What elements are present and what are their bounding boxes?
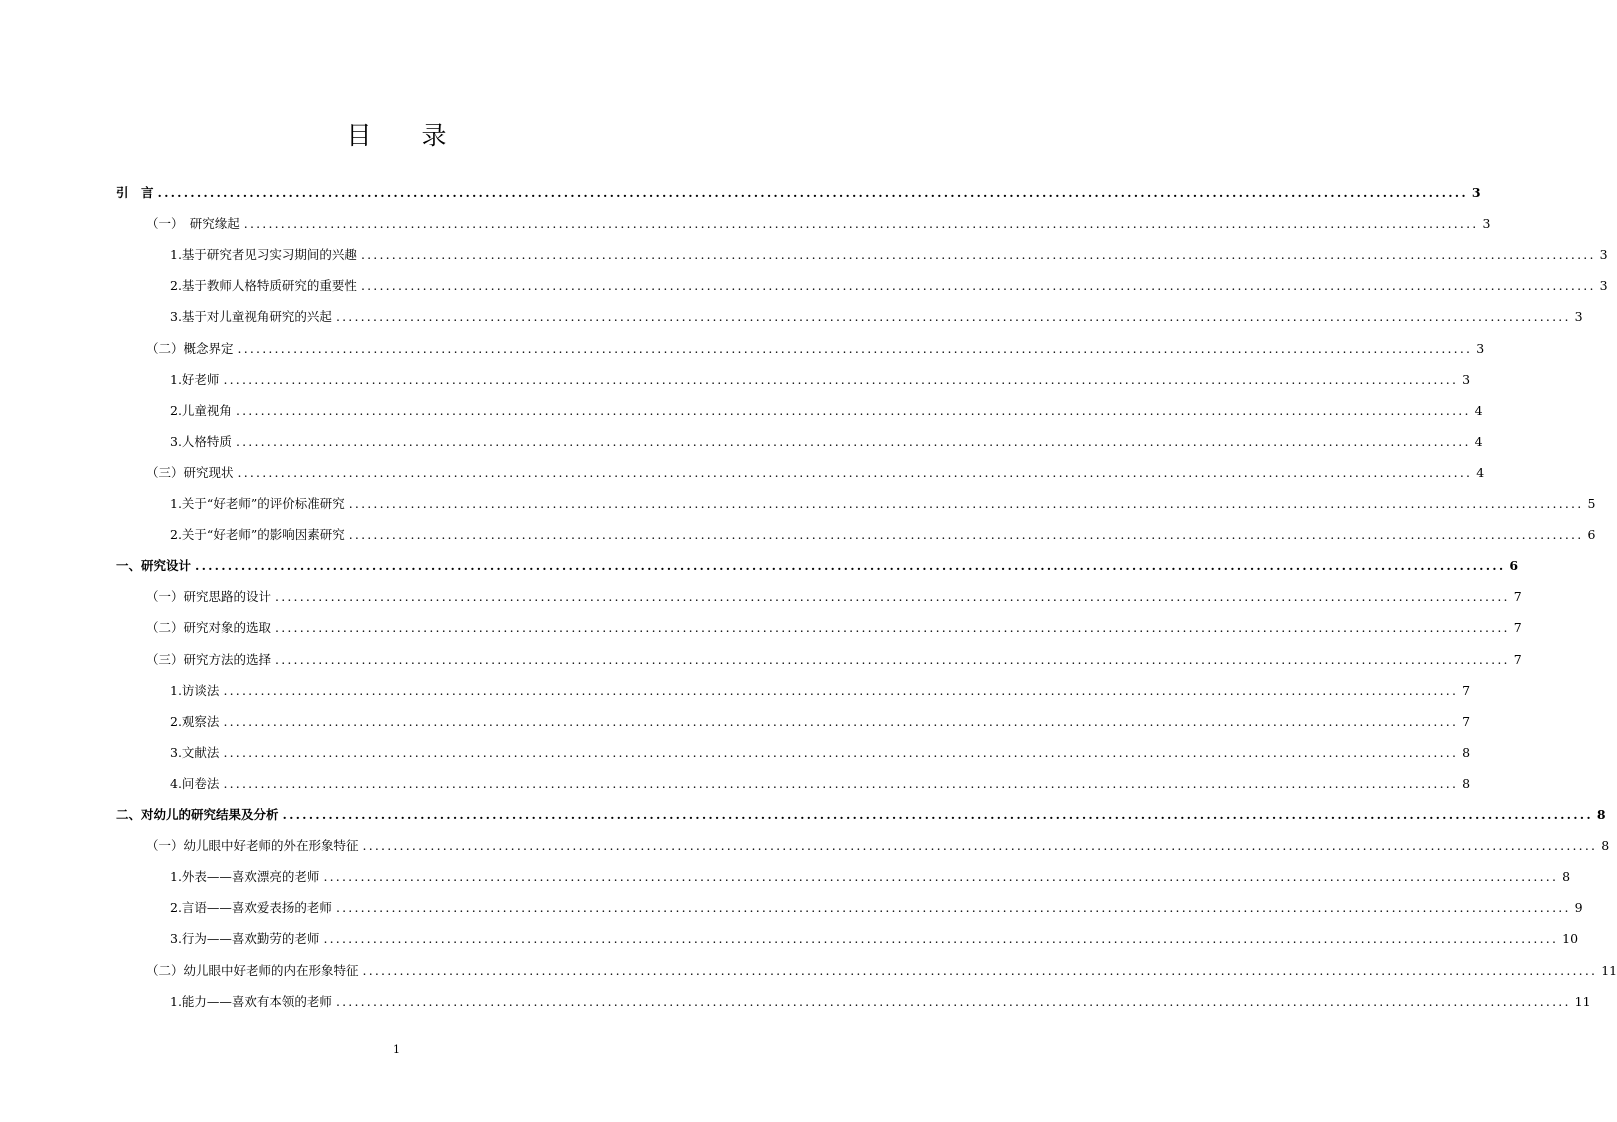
toc-entry[interactable]: [170, 930, 1579, 948]
dot-leader: ........................................................................................................................................................................................................: [157, 185, 1468, 200]
toc-entry-page: 4: [1474, 402, 1483, 418]
toc-entry-label: （三）研究现状: [146, 464, 234, 480]
toc-entry-page: 7: [1462, 713, 1471, 729]
toc-entry[interactable]: [170, 246, 1608, 264]
toc-entry-page: 7: [1513, 620, 1522, 636]
toc-entry-label: 二、对幼儿的研究结果及分析: [116, 807, 279, 822]
toc-entry-label: 1.外表——喜欢漂亮的老师: [170, 869, 320, 885]
dot-leader: ........................................................................................................................................................................................................: [235, 402, 1471, 418]
dot-leader: ........................................................................................................................................................................................................: [282, 807, 1593, 822]
dot-leader: ........................................................................................................................................................................................................: [223, 775, 1459, 791]
toc-entry-page: 6: [1587, 527, 1596, 543]
dot-leader: ........................................................................................................................................................................................................: [237, 340, 1473, 356]
toc-entry-page: 8: [1601, 838, 1610, 854]
toc-entry[interactable]: [170, 899, 1583, 917]
toc-entry[interactable]: [170, 713, 1471, 731]
toc-entry[interactable]: [146, 464, 1485, 482]
toc-entry[interactable]: [170, 682, 1471, 700]
toc-entry-label: （一） 研究缘起: [146, 216, 240, 232]
toc-entry[interactable]: [170, 495, 1596, 513]
toc-entry-label: 引 言: [116, 185, 154, 200]
toc-entry[interactable]: [116, 806, 1606, 824]
dot-leader: ........................................................................................................................................................................................................: [237, 464, 1473, 480]
toc-entry[interactable]: [170, 277, 1608, 295]
dot-leader: ........................................................................................................................................................................................................: [362, 962, 1598, 978]
dot-leader: ........................................................................................................................................................................................................: [223, 713, 1459, 729]
dot-leader: ........................................................................................................................................................................................................: [235, 433, 1471, 449]
dot-leader: ........................................................................................................................................................................................................: [360, 278, 1596, 294]
toc-entry-label: 1.访谈法: [170, 682, 220, 698]
toc-entry[interactable]: [146, 962, 1617, 980]
toc-entry[interactable]: [170, 308, 1583, 326]
toc-entry-label: 3.基于对儿童视角研究的兴起: [170, 309, 332, 325]
toc-entry-page: 8: [1462, 775, 1471, 791]
toc-entry-label: 1.好老师: [170, 371, 220, 387]
toc-entry-page: 8: [1562, 869, 1571, 885]
toc-entry[interactable]: [146, 588, 1522, 606]
toc-entry-label: 一、研究设计: [116, 558, 192, 574]
toc-entry-page: 7: [1513, 651, 1522, 667]
toc-entry[interactable]: [146, 340, 1485, 358]
toc-entry-page: 10: [1562, 931, 1579, 947]
toc-entry-label: 3.行为——喜欢勤劳的老师: [170, 931, 320, 947]
dot-leader: ........................................................................................................................................................................................................: [362, 838, 1598, 854]
dot-leader: ........................................................................................................................................................................................................: [323, 931, 1559, 947]
toc-entry-label: 2.言语——喜欢爱表扬的老师: [170, 900, 332, 916]
toc-entry-page: 3: [1482, 216, 1491, 232]
toc-entry-label: （一）研究思路的设计: [146, 589, 272, 605]
toc-entry-page: 7: [1513, 589, 1522, 605]
toc-entry-page: 11: [1601, 962, 1617, 978]
dot-leader: ........................................................................................................................................................................................................: [223, 744, 1459, 760]
toc-entry-page: 3: [1462, 371, 1471, 387]
dot-leader: ........................................................................................................................................................................................................: [275, 620, 1510, 636]
dot-leader: ........................................................................................................................................................................................................: [348, 496, 1584, 511]
dot-leader: ........................................................................................................................................................................................................: [335, 309, 1571, 325]
toc-entry-page: 8: [1462, 744, 1471, 760]
toc-entry-label: 2.关于“好老师”的影响因素研究: [170, 527, 345, 543]
toc-entry-label: （二）研究对象的选取: [146, 620, 272, 636]
toc-entry[interactable]: [170, 868, 1571, 886]
dot-leader: ........................................................................................................................................................................................................: [360, 247, 1596, 263]
dot-leader: ........................................................................................................................................................................................................: [348, 527, 1584, 543]
dot-leader: ........................................................................................................................................................................................................: [275, 589, 1510, 605]
toc-entry-label: 2.基于教师人格特质研究的重要性: [170, 278, 357, 294]
toc-entry[interactable]: [170, 371, 1471, 389]
toc-entry[interactable]: [170, 526, 1596, 544]
toc-entry-label: 1.关于“好老师”的评价标准研究: [170, 496, 345, 511]
toc-entry-page: 6: [1509, 558, 1519, 574]
toc-entry-page: 4: [1476, 464, 1485, 480]
toc-entry-label: 2.儿童视角: [170, 402, 232, 418]
dot-leader: ........................................................................................................................................................................................................: [323, 869, 1559, 885]
toc-entry[interactable]: [170, 744, 1471, 762]
toc-entry-page: 3: [1599, 278, 1608, 294]
toc-entry-label: 3.文献法: [170, 744, 220, 760]
toc-entry-page: 3: [1574, 309, 1583, 325]
toc-entry-label: 1.能力——喜欢有本领的老师: [170, 993, 332, 1009]
toc-entry-label: （二）概念界定: [146, 340, 234, 356]
toc-entry-label: 3.人格特质: [170, 433, 232, 449]
toc-entry[interactable]: [116, 557, 1519, 575]
toc-entry[interactable]: [170, 402, 1483, 420]
toc-entry-label: 2.观察法: [170, 713, 220, 729]
dot-leader: ........................................................................................................................................................................................................: [275, 651, 1510, 667]
dot-leader: ........................................................................................................................................................................................................: [335, 900, 1571, 916]
toc-entry[interactable]: [146, 619, 1522, 637]
toc-entry-page: 3: [1599, 247, 1608, 263]
toc-entry[interactable]: [116, 184, 1481, 202]
toc-entry[interactable]: [146, 215, 1491, 233]
toc-title: 目 录: [346, 121, 447, 150]
toc-entry-page: 5: [1587, 496, 1596, 511]
toc-entry[interactable]: [170, 433, 1483, 451]
toc-entry-label: （三）研究方法的选择: [146, 651, 272, 667]
toc-entry[interactable]: [146, 651, 1522, 669]
toc-entry[interactable]: [170, 993, 1591, 1011]
toc-entry-page: 7: [1462, 682, 1471, 698]
toc-entry-page: 3: [1471, 185, 1481, 200]
toc-entry-label: 1.基于研究者见习实习期间的兴趣: [170, 247, 357, 263]
dot-leader: ........................................................................................................................................................................................................: [223, 682, 1459, 698]
toc-entry-page: 8: [1596, 807, 1606, 822]
toc-entry-label: 4.问卷法: [170, 775, 220, 791]
toc-entry[interactable]: [170, 775, 1471, 793]
toc-entry-page: 4: [1474, 433, 1483, 449]
toc-entry-label: （二）幼儿眼中好老师的内在形象特征: [146, 962, 359, 978]
dot-leader: ........................................................................................................................................................................................................: [223, 371, 1459, 387]
toc-entry-page: 9: [1574, 900, 1583, 916]
dot-leader: ........................................................................................................................................................................................................: [195, 558, 1506, 574]
toc-entry-label: （一）幼儿眼中好老师的外在形象特征: [146, 838, 359, 854]
dot-leader: ........................................................................................................................................................................................................: [335, 993, 1571, 1009]
toc-entry[interactable]: [146, 837, 1610, 855]
toc-entry-page: 11: [1574, 993, 1591, 1009]
toc-entry-page: 3: [1476, 340, 1485, 356]
dot-leader: ........................................................................................................................................................................................................: [243, 216, 1479, 232]
page-number: 1: [393, 1043, 400, 1056]
